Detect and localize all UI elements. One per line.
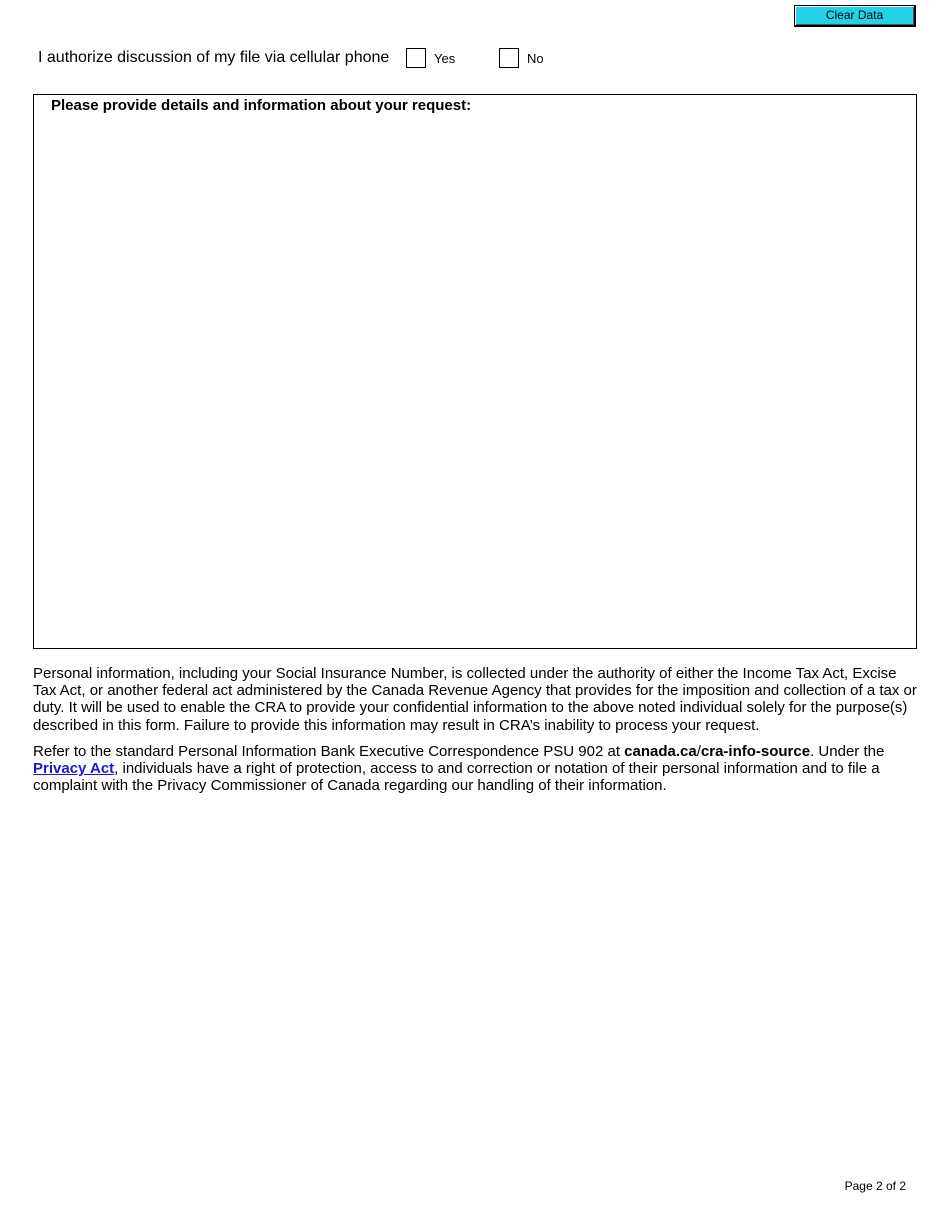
privacy-act-link[interactable]: Privacy Act: [33, 760, 115, 778]
cellular-authorization-label: I authorize discussion of my file via cellular phone: [38, 49, 390, 66]
privacy-notice: [33, 665, 923, 803]
clear-data-button[interactable]: Clear Data: [794, 5, 916, 27]
request-details-title: Please provide details and information about your request:: [51, 97, 472, 114]
page-number: Page 2 of 2: [844, 1179, 906, 1193]
privacy-reference-middle: . Under the: [810, 742, 885, 760]
info-source-path: cra-info-source: [700, 742, 811, 760]
privacy-paragraph-reference: [33, 743, 923, 795]
yes-label: Yes: [434, 51, 456, 66]
info-source-domain: canada.ca: [624, 742, 697, 760]
yes-checkbox[interactable]: [406, 48, 426, 68]
cellular-authorization-row: [38, 47, 638, 71]
request-details-input[interactable]: [40, 119, 910, 642]
no-label: No: [527, 51, 544, 66]
info-source-slash: /: [696, 742, 701, 760]
privacy-paragraph-collection: Personal information, including your Social Insurance Number, is collected under the authority of either the Income Tax Act, Excise Tax Act, or another federal act administered by the Canada Revenue Agency that provides for the imposition and collection of a tax or duty. It will be used to enable the CRA to provide your confidential information to the above noted individual solely for the purpose(s) described in this form. Failure to provide this information may result in CRA’s inability to process your request.: [33, 665, 917, 734]
privacy-reference-suffix: , individuals have a right of protection, access to and correction or notation of their personal information and to file a complaint with the Privacy Commissioner of Canada regarding our handling of their information.: [33, 760, 880, 795]
request-details-box: [33, 94, 917, 649]
privacy-reference-prefix: Refer to the standard Personal Information Bank Executive Correspondence PSU 902 at: [33, 742, 625, 760]
no-checkbox[interactable]: [499, 48, 519, 68]
